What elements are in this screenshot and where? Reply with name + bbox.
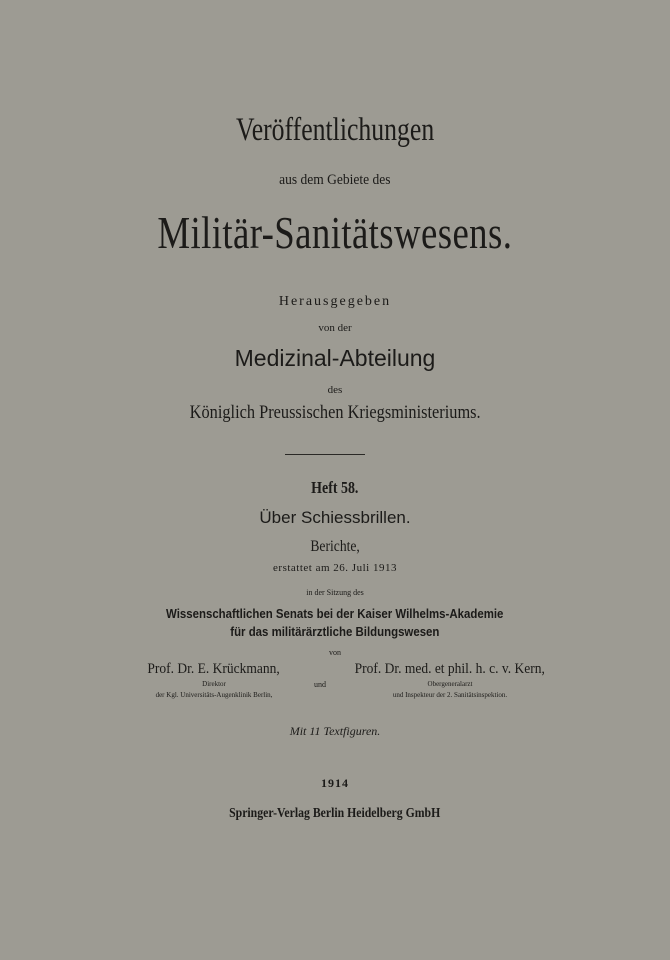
author-right-role-2: und Inspekteur der 2. Sanitätsinspektion. xyxy=(392,691,508,699)
series-title: Veröffentlichungen xyxy=(235,112,435,148)
editor-label: Herausgegeben xyxy=(278,294,392,309)
reports-label: Berichte, xyxy=(310,538,360,555)
authors-und: und xyxy=(314,680,326,689)
authors-von: von xyxy=(329,648,341,657)
author-right xyxy=(330,660,570,700)
author-left-role-1: Direktor xyxy=(202,680,226,688)
report-date: erstattet am 26. Juli 1913 xyxy=(273,562,397,574)
figures-note: Mit 11 Textfiguren. xyxy=(289,724,381,738)
author-left-name: Prof. Dr. E. Krückmann, xyxy=(147,661,281,677)
author-left-role-2: der Kgl. Universitäts-Augenklinik Berlin, xyxy=(155,691,273,699)
editor-department: Medizinal-Abteilung xyxy=(234,345,436,371)
author-right-name: Prof. Dr. med. et phil. h. c. v. Kern, xyxy=(354,661,546,677)
series-subtitle: aus dem Gebiete des xyxy=(279,172,391,188)
editor-ministry: Königlich Preussischen Kriegsministeriums. xyxy=(189,402,481,423)
session-line: in der Sitzung des xyxy=(306,588,364,597)
author-left xyxy=(104,660,324,700)
author-right-role-1: Obergeneralarzt xyxy=(427,680,473,688)
publication-year: 1914 xyxy=(321,776,349,790)
editor-des: des xyxy=(327,384,343,396)
issue-title: Über Schiessbrillen. xyxy=(259,508,411,527)
series-main-title: Militär-Sanitätswesens. xyxy=(157,207,513,258)
publisher: Springer-Verlag Berlin Heidelberg GmbH xyxy=(229,806,441,821)
divider-rule xyxy=(285,454,365,455)
editor-von: von der xyxy=(318,322,352,334)
senate-line-1: Wissenschaftlichen Senats bei der Kaiser Wilhelms-Akademie xyxy=(166,606,504,621)
issue-number: Heft 58. xyxy=(311,478,359,497)
senate-line-2: für das militärärztliche Bildungswesen xyxy=(230,624,440,639)
